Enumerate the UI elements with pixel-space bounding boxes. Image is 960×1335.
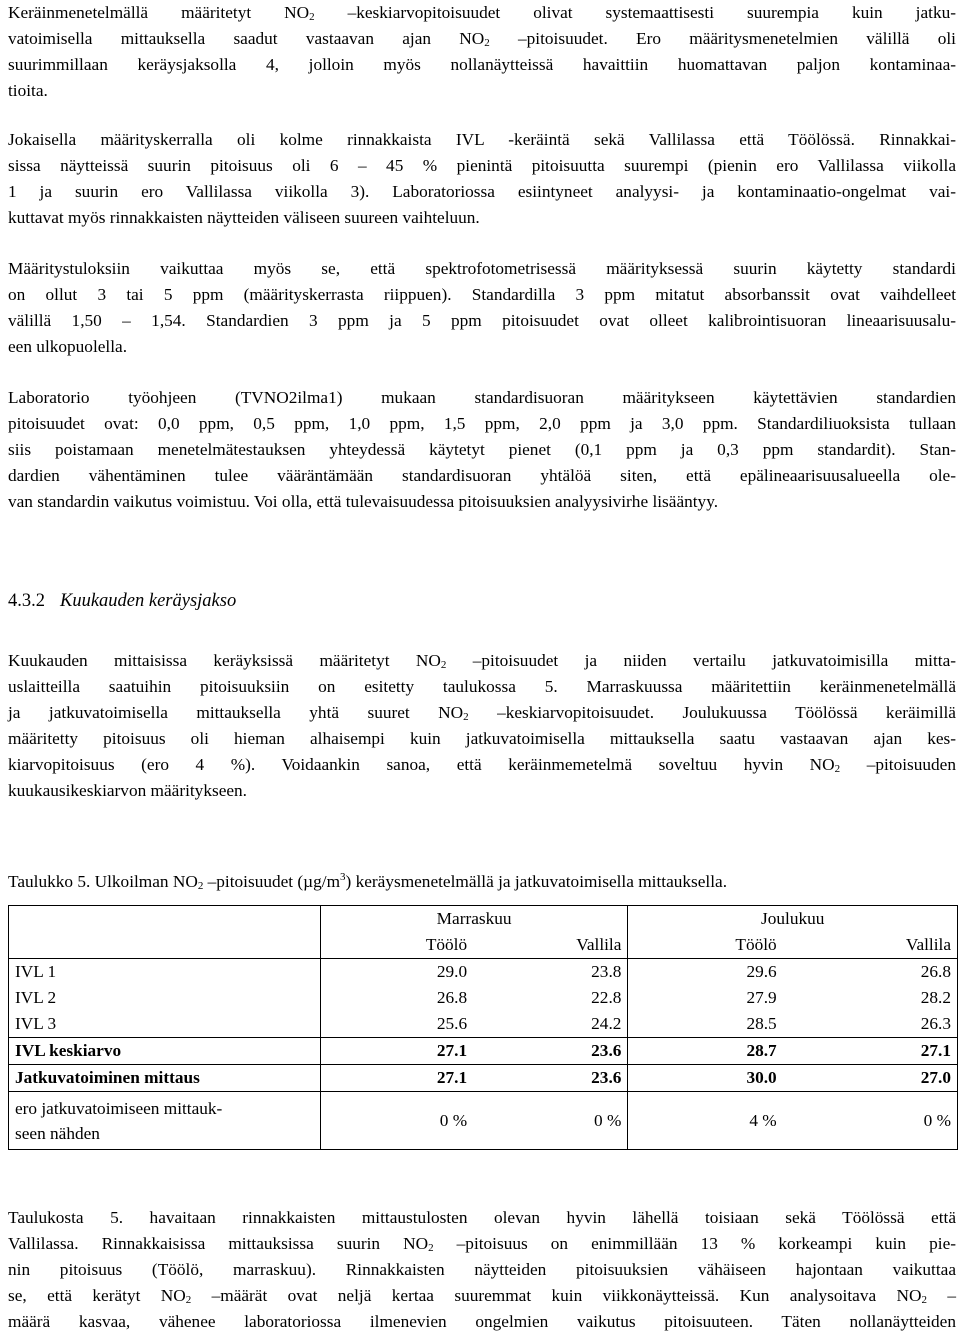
paragraph-5-line-3: ja jatkuvatoimisella mittauksella yhtä suuret $NO_2$ –keskiarvopitoisuudet. Joulukuussa Töölössä keräimillä bbox=[8, 703, 956, 723]
paragraph-4-line-2: pitoisuudet ovat: 0,0 ppm, 0,5 ppm, 1,0 ppm, 1,5 ppm, 2,0 ppm ja 3,0 ppm. Standardiliuoksista tullaan bbox=[8, 414, 956, 433]
paragraph-5-line-1: Kuukauden mittaisissa keräyksissä määritetyt $NO_2$ –pitoisuudet ja niiden vertailu jatkuvatoimisilla mitta- bbox=[8, 651, 956, 671]
table-cell: 27.1 bbox=[320, 1038, 473, 1065]
table-cell: 29.0 bbox=[320, 959, 473, 986]
table-row-label-line: ero jatkuvatoimiseen mittauk- bbox=[15, 1098, 223, 1118]
table-caption: Taulukko 5. Ulkoilman $NO_2$ –pitoisuudet $(\mu g/m^3)$ keräysmenetelmällä ja jatkuvatoimisella mittauksella. bbox=[8, 871, 728, 892]
paragraph-4-line-1: Laboratorio työohjeen (TVNO2ilma1) mukaan standardisuoran määritykseen käytettävien standardien bbox=[8, 388, 956, 407]
paragraph-5-line-5: kiarvopitoisuus (ero 4 %). Voidaankin sanoa, että keräinmemetelmä soveltuu hyvin $NO_2$ –pitoisuuden bbox=[8, 755, 956, 775]
paragraph-1-line-3: suurimmillaan keräysjaksolla 4, jolloin myös nollanäytteissä havaittiin huomattavan paljon kontaminaa- bbox=[8, 55, 956, 74]
table-cell: 0 % bbox=[783, 1092, 958, 1150]
paragraph-2-line-2: sissa näytteissä suurin pitoisuus oli 6 – 45 % pienintä pitoisuutta suurempi (pienin ero Vallilassa viikolla bbox=[8, 156, 956, 175]
paragraph-5-line-4: määritetty pitoisuus oli hieman alhaisempi kuin jatkuvatoimisella mittauksella saatu vastaavan ajan kes- bbox=[8, 729, 956, 748]
paragraph-3 bbox=[8, 256, 956, 360]
table-cell: 26.8 bbox=[783, 959, 958, 986]
table-cell: 29.6 bbox=[628, 959, 783, 986]
section-number: 4.3.2 bbox=[8, 591, 45, 611]
table-row bbox=[9, 1092, 958, 1150]
table-cell: 0 % bbox=[320, 1092, 473, 1150]
table-site-header: Töölö bbox=[628, 932, 783, 959]
table-row-label-line: seen nähden bbox=[15, 1123, 100, 1143]
table-row bbox=[9, 959, 958, 986]
paragraph-2 bbox=[8, 127, 956, 231]
table-cell: 22.8 bbox=[473, 985, 628, 1011]
table-cell: 28.5 bbox=[628, 1011, 783, 1038]
paragraph-5 bbox=[8, 648, 956, 804]
table-row-label: IVL 2 bbox=[9, 985, 321, 1011]
table-cell: 23.8 bbox=[473, 959, 628, 986]
table-cell: 28.7 bbox=[628, 1038, 783, 1065]
table-cell: 27.1 bbox=[783, 1038, 958, 1065]
section-title: Kuukauden keräysjakso bbox=[60, 591, 237, 611]
table-cell: 4 % bbox=[628, 1092, 783, 1150]
paragraph-6-line-2: Vallilassa. Rinnakkaisissa mittauksissa suurin $NO_2$ –pitoisuus on enimmillään 13 % korkeampi kuin pie- bbox=[8, 1234, 956, 1254]
table-row bbox=[9, 1065, 958, 1092]
table-row-label bbox=[9, 1092, 321, 1150]
paragraph-4 bbox=[8, 385, 956, 515]
table-cell: 24.2 bbox=[473, 1011, 628, 1038]
table-site-header: Vallila bbox=[473, 932, 628, 959]
paragraph-1-line-4: tioita. bbox=[8, 81, 48, 100]
table-row-label: IVL 1 bbox=[9, 959, 321, 986]
paragraph-3-line-4: een ulkopuolella. bbox=[8, 337, 128, 356]
table-corner-cell bbox=[9, 906, 321, 959]
paragraph-3-line-3: välillä 1,50 – 1,54. Standardien 3 ppm ja 5 ppm pitoisuudet ovat olleet kalibrointisuoran lineaarisuusalu- bbox=[8, 311, 956, 330]
table-row bbox=[9, 1038, 958, 1065]
table-cell: 26.3 bbox=[783, 1011, 958, 1038]
paragraph-3-line-1: Määritystuloksiin vaikuttaa myös se, että spektrofotometrisessä määrityksessä suurin käytetty standardi bbox=[8, 259, 956, 278]
table-month-header: Joulukuu bbox=[628, 906, 958, 933]
table-row bbox=[9, 985, 958, 1011]
table-cell: 27.1 bbox=[320, 1065, 473, 1092]
table-cell: 30.0 bbox=[628, 1065, 783, 1092]
paragraph-1-line-1: Keräinmenetelmällä määritetyt $NO_2$ –keskiarvopitoisuudet olivat systemaattisesti suurempia kuin jatku- bbox=[8, 3, 956, 23]
paragraph-2-line-3: 1 ja suurin ero Vallilassa viikolla 3). Laboratoriossa esiintyneet analyysi- ja kontaminaatio-ongelmat vai- bbox=[8, 182, 956, 201]
table-site-header: Vallila bbox=[783, 932, 958, 959]
table-cell: 27.0 bbox=[783, 1065, 958, 1092]
paragraph-6-line-5: määrä kasvaa, vähenee laboratoriossa ilmenevien ongelmien vaikutus pitoisuuteen. Täten nollanäytteiden bbox=[8, 1312, 956, 1331]
table-row-label: IVL keskiarvo bbox=[9, 1038, 321, 1065]
table-row-label: IVL 3 bbox=[9, 1011, 321, 1038]
paragraph-5-line-2: uslaitteilla saatuihin pitoisuuksiin on esitetty taulukossa 5. Marraskuussa määritettiin keräinmenetelmällä bbox=[8, 677, 956, 696]
data-table bbox=[8, 905, 958, 1150]
paragraph-4-line-4: dardien vähentäminen tulee vääräntämään standardisuoran yhtälöä siten, että epälineaarisuusalueella ole- bbox=[8, 466, 956, 485]
paragraph-1 bbox=[8, 0, 956, 104]
table-row bbox=[9, 1011, 958, 1038]
table-header-months bbox=[9, 906, 958, 933]
paragraph-2-line-4: kuttavat myös rinnakkaisten näytteiden väliseen suureen vaihteluun. bbox=[8, 208, 480, 227]
paragraph-2-line-1: Jokaisella määrityskerralla oli kolme rinnakkaista IVL -keräintä sekä Vallilassa että Töölössä. Rinnakkai- bbox=[8, 130, 956, 149]
table-cell: 28.2 bbox=[783, 985, 958, 1011]
paragraph-6-line-4: se, että kerätyt $NO_2$ –määrät ovat neljä kertaa suuremmat kuin viikkonäytteissä. Kun analysoitava $NO_2$ – bbox=[8, 1286, 957, 1306]
paragraph-6-line-1: Taulukosta 5. havaitaan rinnakkaisten mittaustulosten olevan hyvin lähellä toisiaan sekä Töölössä että bbox=[8, 1208, 956, 1227]
table-cell: 0 % bbox=[473, 1092, 628, 1150]
table-cell: 26.8 bbox=[320, 985, 473, 1011]
paragraph-6 bbox=[8, 1205, 956, 1335]
table-cell: 23.6 bbox=[473, 1038, 628, 1065]
table-row-label: Jatkuvatoiminen mittaus bbox=[9, 1065, 321, 1092]
paragraph-1-line-2: vatoimisella mittauksella saadut vastaavan ajan $NO_2$ –pitoisuudet. Ero määritysmenetelmien välillä oli bbox=[8, 29, 956, 49]
table-site-header: Töölö bbox=[320, 932, 473, 959]
paragraph-4-line-5: van standardin vaikutus voimistuu. Voi olla, että tulevaisuudessa pitoisuuksien analyysivirhe lisääntyy. bbox=[8, 492, 719, 511]
paragraph-3-line-2: on ollut 3 tai 5 ppm (määrityskerrasta riippuen). Standardilla 3 ppm mitatut absorbanssit ovat vaihdelleet bbox=[8, 285, 956, 304]
paragraph-5-line-6: kuukausikeskiarvon määritykseen. bbox=[8, 781, 247, 800]
paragraph-4-line-3: siis poistamaan menetelmätestauksen yhteydessä käytetyt pienet (0,1 ppm ja 0,3 ppm standardit). Stan- bbox=[8, 440, 956, 459]
table-cell: 23.6 bbox=[473, 1065, 628, 1092]
table-month-header: Marraskuu bbox=[320, 906, 628, 933]
table-cell: 25.6 bbox=[320, 1011, 473, 1038]
paragraph-6-line-3: nin pitoisuus (Töölö, marraskuu). Rinnakkaisten näytteiden pitoisuuksien vähäiseen hajontaan vaikuttaa bbox=[8, 1260, 956, 1279]
table-cell: 27.9 bbox=[628, 985, 783, 1011]
section-heading bbox=[8, 588, 236, 614]
